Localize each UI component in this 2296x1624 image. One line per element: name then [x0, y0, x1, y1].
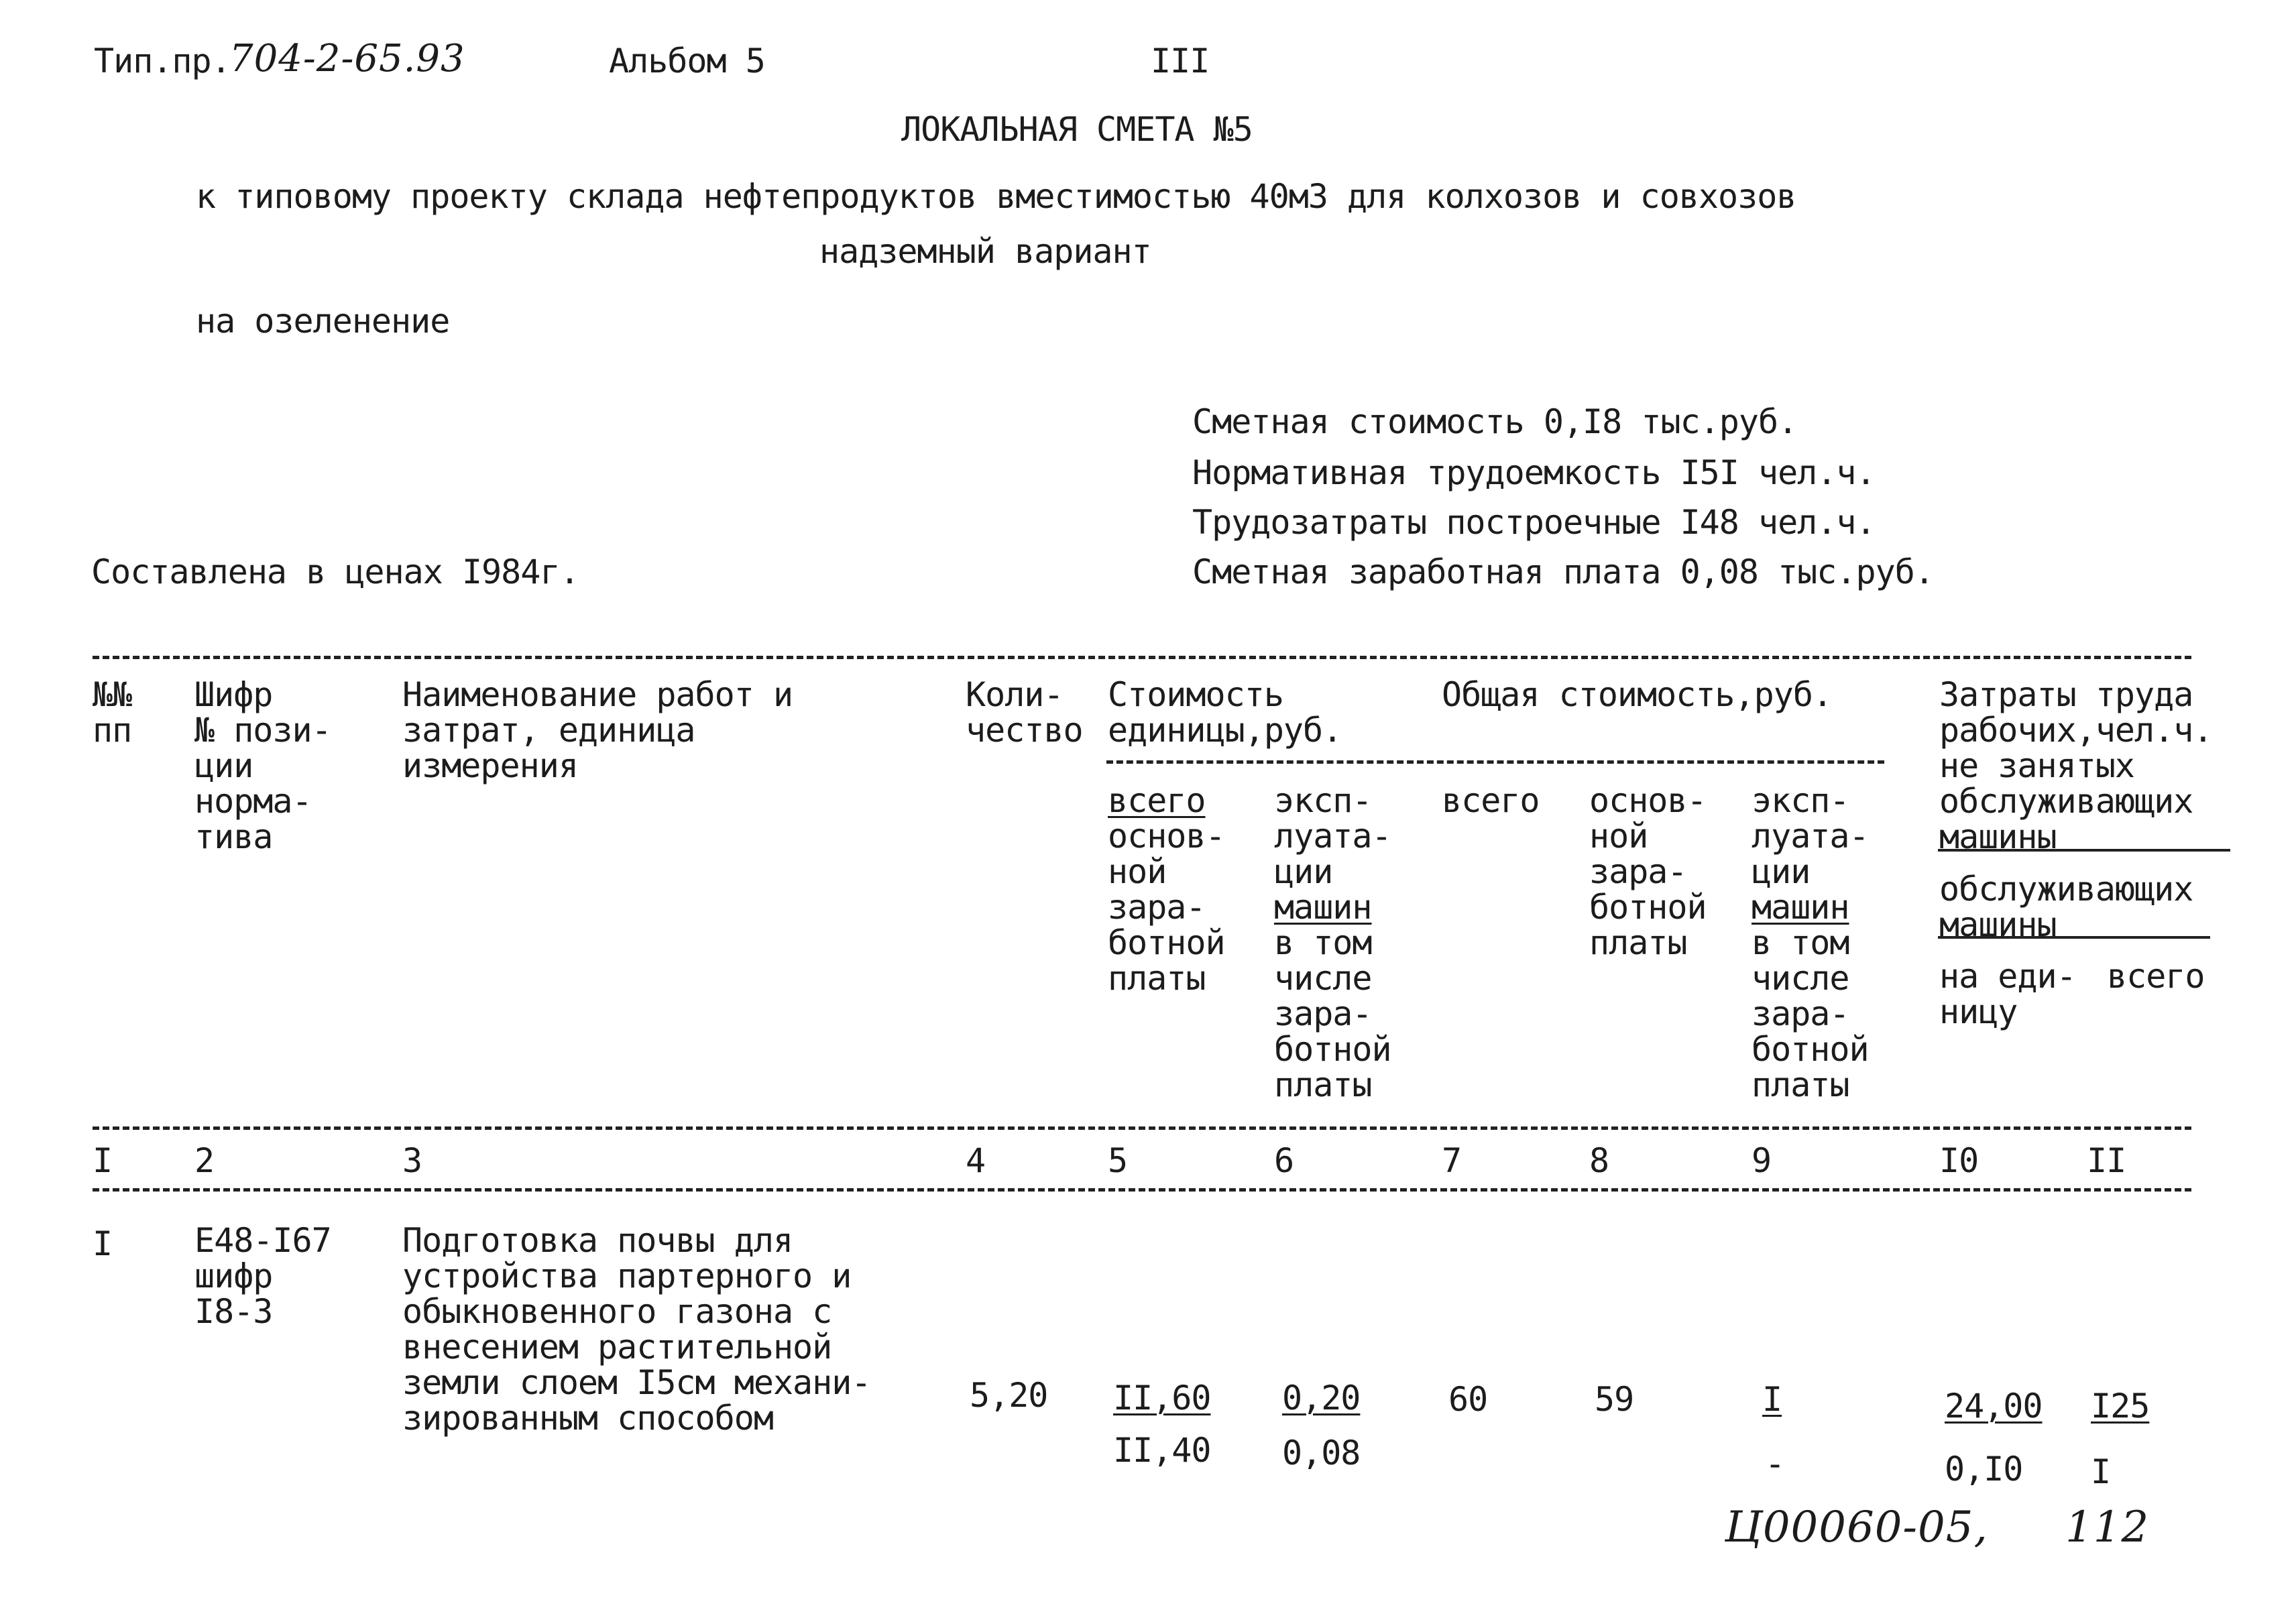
stamp-code: Ц00060-05,	[1725, 1503, 1988, 1552]
document-title: ЛОКАЛЬНАЯ СМЕТА №5	[901, 110, 1253, 149]
column-number: 8	[1589, 1141, 1609, 1180]
header-unit-wages: основ- ной зара- ботной платы	[1108, 817, 1225, 998]
header-unit-machines-label: машин	[1274, 888, 1372, 927]
row-code: Е48-I67 шифр I8-3	[194, 1221, 331, 1331]
header-total-machines-wages: в том числе зара- ботной платы	[1752, 923, 1869, 1104]
header-quantity: Коли- чество	[966, 675, 1083, 750]
header-unit-total: всего	[1108, 781, 1206, 820]
header-labor-total: всего	[2107, 957, 2205, 996]
column-number: 7	[1442, 1141, 1462, 1180]
row-labor-unit-serving: 0,I0	[1945, 1450, 2023, 1489]
header-labor-per-unit: на еди- ницу	[1939, 957, 2076, 1031]
table-top-rule	[93, 656, 2191, 659]
row-total: 60	[1448, 1380, 1488, 1419]
header-total-cost-group: Общая стоимость,руб.	[1442, 675, 1833, 714]
estimated-cost: Сметная стоимость 0,I8 тыс.руб.	[1192, 402, 1798, 441]
estimated-wages: Сметная заработная плата 0,08 тыс.руб.	[1192, 553, 1934, 591]
album-label: Альбом 5	[609, 42, 765, 80]
row-unit-machines-wages: 0,08	[1282, 1434, 1361, 1472]
header-row-number: №№ пп	[93, 675, 132, 750]
column-numbers-rule	[93, 1188, 2191, 1192]
page-number: III	[1151, 42, 1210, 80]
column-number: 4	[966, 1141, 986, 1180]
row-total-wages: 59	[1595, 1380, 1634, 1419]
header-total: всего	[1442, 781, 1540, 820]
header-unit-cost-group: Стоимость единицы,руб.	[1108, 675, 1342, 750]
document-subtitle-line2: надземный вариант	[819, 232, 1151, 271]
header-total-machines-label: машин	[1752, 888, 1849, 927]
column-number: 3	[402, 1141, 422, 1180]
row-labor-total-serving: I	[2091, 1452, 2111, 1491]
row-total-machines: I	[1762, 1380, 1782, 1419]
row-unit-wages: II,40	[1113, 1431, 1211, 1470]
row-total-machines-wages: -	[1765, 1444, 1785, 1483]
header-total-machines: эксп- луата- ции	[1752, 781, 1869, 891]
column-number: 9	[1752, 1141, 1772, 1180]
document-subtitle-line1: к типовому проекту склада нефтепродуктов вместимостью 40м3 для колхозов и совхозов	[196, 177, 1796, 216]
unit-cost-subrule	[1106, 760, 1884, 764]
prices-year: Составлена в ценах I984г.	[91, 553, 579, 591]
row-unit-machines: 0,20	[1282, 1379, 1361, 1417]
header-unit-machines-wages: в том числе зара- ботной платы	[1274, 923, 1391, 1104]
column-number: I	[93, 1141, 113, 1180]
header-labor-machines-1: машины	[1939, 817, 2057, 856]
column-number: 5	[1108, 1141, 1128, 1180]
row-labor-unit: 24,00	[1945, 1387, 2043, 1426]
header-unit-machines: эксп- луата- ции	[1274, 781, 1391, 891]
row-unit-total: II,60	[1113, 1379, 1211, 1417]
type-project-number: 704-2-65.93	[229, 37, 465, 80]
row-work-name: Подготовка почвы для устройства партерного и обыкновенного газона с внесением растительной земли слоем I5см механи- зированным способом	[402, 1221, 871, 1438]
header-code: Шифр № пози- ции норма- тива	[194, 675, 331, 856]
type-project-label: Тип.пр.	[94, 42, 231, 80]
stamp-page: 112	[2065, 1503, 2150, 1552]
header-labor-serving: обслуживающих	[1939, 870, 2193, 909]
column-number: I0	[1939, 1141, 1979, 1180]
onsite-labor: Трудозатраты построечные I48 чел.ч.	[1192, 503, 1876, 542]
header-work-name: Наименование работ и затрат, единица измерения	[402, 675, 793, 785]
column-number: 6	[1274, 1141, 1294, 1180]
header-labor-group: Затраты труда рабочих,чел.ч. не занятых обслуживающих	[1939, 675, 2213, 821]
row-labor-total: I25	[2091, 1387, 2150, 1426]
header-total-wages: основ- ной зара- ботной платы	[1589, 781, 1707, 962]
column-number: II	[2087, 1141, 2126, 1180]
row-number: I	[93, 1224, 113, 1263]
row-quantity: 5,20	[970, 1376, 1048, 1415]
header-bottom-rule	[93, 1126, 2191, 1130]
header-labor-machines-2: машины	[1939, 905, 2057, 944]
normative-labor: Нормативная трудоемкость I5I чел.ч.	[1192, 453, 1876, 492]
column-number: 2	[194, 1141, 215, 1180]
document-purpose: на озеленение	[196, 302, 450, 341]
